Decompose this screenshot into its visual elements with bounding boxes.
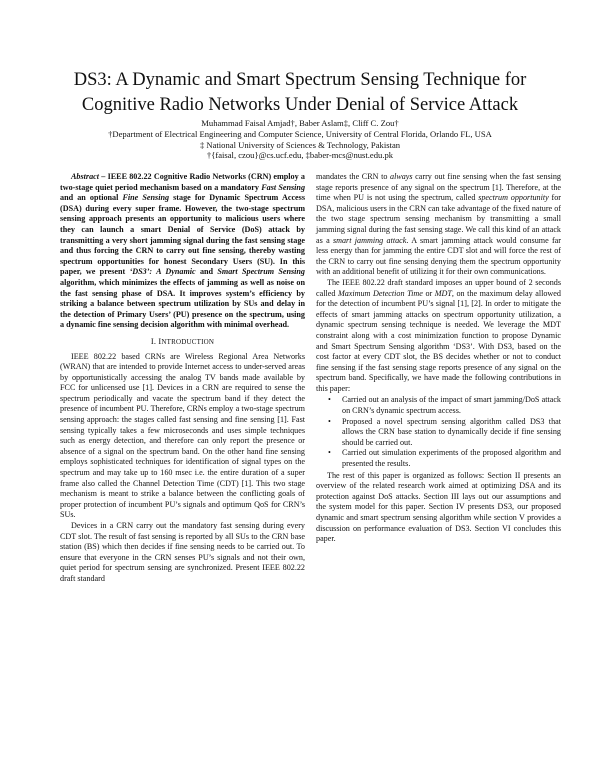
title-line-2: Cognitive Radio Networks Under Denial of Service Attack <box>81 95 519 115</box>
p4-text-1: The IEEE 802.22 draft standard imposes an upper bound of 2 seconds called <box>316 277 561 298</box>
contribution-item: • Carried out simulation experiments of the proposed algorithm and presented the results. <box>342 448 561 469</box>
intro-paragraph-2: Devices in a CRN carry out the mandatory fast sensing during every CDT slot. The result of fast sensing is reported by all SUs to the CRN base station (BS) which then decides if fine sensing needs to be carried out. To ensure that everyone in the CRN senses PU’s signals and not their own, quiet period for spectrum sensing are synchronized. Present IEEE 802.22 draft standard <box>60 521 305 583</box>
intro-paragraph-1: IEEE 802.22 based CRNs are Wireless Regional Area Networks (WRAN) that are intended to provide Internet access to under-served areas by opportunistically accessing the analog TV bands made available by FCC for unlicensed use [1]. Devices in a CRN are required to sense the spectrum periodically and vacate the spectrum band if they detect the presence of incumbent PU. Therefore, CRNs employ a two-stage spectrum sensing approach: the stages called fast sensing and fine sensing [1]. Fast sensing typically takes a few microseconds and uses simple techniques such as energy detection, and therefore can only report the presence or absence of a signal on the spectrum band. On the other hand fine sensing employs sophisticated techniques for identification of signal types on the spectrum and may take up to 160 msec i.e. the entire duration of a super frame also called the Channel Detection Time (CDT) [1]. This two stage mechanism is meant to strike a balance between the conflicting goals of proper protection of incumbent PU’s signals and optimum QoS for CRN’s SUs. <box>60 351 305 520</box>
intro-paragraph-5: The rest of this paper is organized as follows: Section II presents an overview of the related research work aimed at optimizing DSA and its protection against DoS attacks. Section III lays out our assumptions and the system model for this paper. Section IV presents DS3, our proposed dynamic and smart spectrum sensing algorithm while section V provides a discussion on performance evaluation of DS3. Section VI concludes this paper. <box>316 470 561 544</box>
left-column <box>60 172 305 585</box>
affiliation-nust: ‡ National University of Sciences & Technology, Pakistan <box>199 139 401 150</box>
p4-emph-mdt: MDT <box>434 288 452 298</box>
author-names: Muhammad Faisal Amjad†, Baber Aslam‡, Cliff C. Zou† <box>201 118 399 128</box>
abstract-text-4: and <box>195 267 218 277</box>
abstract-label: Abstract <box>71 172 99 181</box>
abstract-emph-ds3: ‘DS3’: A Dynamic <box>129 267 196 277</box>
abstract-emph-fine-sensing: Fine Sensing <box>122 193 170 203</box>
p3-text-4: . A smart jamming attack would consume far less energy than for jamming the entire CDT slot and will force the rest of the CRN to carry out fine sensing denying them the spectrum opportunity with an additional benefit of utilizing it for their own communications. <box>316 235 561 277</box>
p3-emph-smart-jamming: smart jamming attack <box>332 235 407 245</box>
abstract-text-3: stage for Dynamic Spectrum Access (DSA) during every super frame. However, the two-stage spectrum sensing approach presents an opportunity to malicious users where they can launch a smart Denial of Service (DoS) attack by transmitting a very short jamming signal during the fast sensing stage and thus forcing the CRN to carry out fine sensing, thereby wasting spectrum opportunities for honest Secondary Users (SU). In this paper, we present <box>60 193 305 277</box>
p4-text-3: , on the maximum delay allowed for the detection of incumbent PU’s signal [1], [2]. In order to mitigate the effects of smart jamming attacks on spectrum opportunity utilization, a dynamic spectrum sensing technique is needed. We leverage the MDT constraint along with a cost minimization function to propose Dynamic and Smart Spectrum Sensing algorithm ‘DS3’. With DS3, based on the cost factor at every CDT slot, the BS decides whether or not to conduct fine sensing if the fast sensing stage reports presence of any signal on the spectrum band. Specifically, we have made the following contributions in this paper: <box>316 288 561 393</box>
p3-text-3: for DSA, malicious users in the CRN can take advantage of the fixed nature of the two stage spectrum sensing mechanism by transmitting a small jamming signal during the fast sensing stage. We call this kind of an attack as a <box>316 193 561 245</box>
abstract-emph-smart-sensing: Smart Spectrum Sensing <box>217 267 305 277</box>
abstract-emph-fast-sensing: Fast Sensing <box>261 182 306 192</box>
abstract-text-2: and an optional <box>60 193 123 203</box>
paper-title <box>0 68 600 118</box>
p3-emph-spectrum-opportunity: spectrum opportunity <box>478 193 549 203</box>
p3-emph-always: always <box>390 172 413 181</box>
p3-text-2: carry out fine sensing when the fast sensing stage reports presence of any signal on the spectrum [1]. Therefore, at the time when PU is not using the spectrum, called <box>316 172 561 203</box>
section-heading-initial: I <box>150 336 154 346</box>
p4-text-2: or <box>422 288 435 298</box>
contribution-item: • Proposed a novel spectrum sensing algorithm called DS3 that allows the CRN base station to dynamically decide if fine sensing should be carried out. <box>342 417 561 449</box>
affiliation-ucf: †Department of Electrical Engineering and Computer Science, University of Central Florida, Orlando FL, USA <box>108 128 492 139</box>
right-column <box>316 172 561 545</box>
abstract <box>60 172 305 331</box>
title-line-1: DS3: A Dynamic and Smart Spectrum Sensing Technique for <box>73 70 527 90</box>
contributions-list <box>316 395 561 469</box>
section-heading-introduction <box>60 337 305 348</box>
abstract-text-1: – IEEE 802.22 Cognitive Radio Networks (CRN) employ a two-stage quiet period mechanism based on a mandatory <box>60 172 305 192</box>
section-heading-rest: NTRODUCTION <box>161 337 215 346</box>
p3-text-1: mandates the CRN to <box>316 172 390 181</box>
section-heading-dot: . I <box>153 336 162 346</box>
abstract-text-5: algorithm, which minimizes the effects of jamming as well as noise on the fast sensing phase of DSA. It improves system’s efficiency by striking a balance between spectrum utilization by SUs and delay in the detection of Primary Users’ (PU) presence on the spectrum, using a dynamic fine sensing decision algorithm with minimal overhead. <box>60 277 305 330</box>
intro-paragraph-4 <box>316 278 561 395</box>
intro-paragraph-3 <box>316 172 561 278</box>
contribution-item: • Carried out an analysis of the impact of smart jamming/DoS attack on CRN’s dynamic spectrum access. <box>342 395 561 416</box>
author-emails: †{faisal, czou}@cs.ucf.edu, ‡baber-mcs@nust.edu.pk <box>206 150 394 161</box>
p4-emph-mdt-full: Maximum Detection Time <box>337 288 423 298</box>
author-block <box>0 118 600 161</box>
